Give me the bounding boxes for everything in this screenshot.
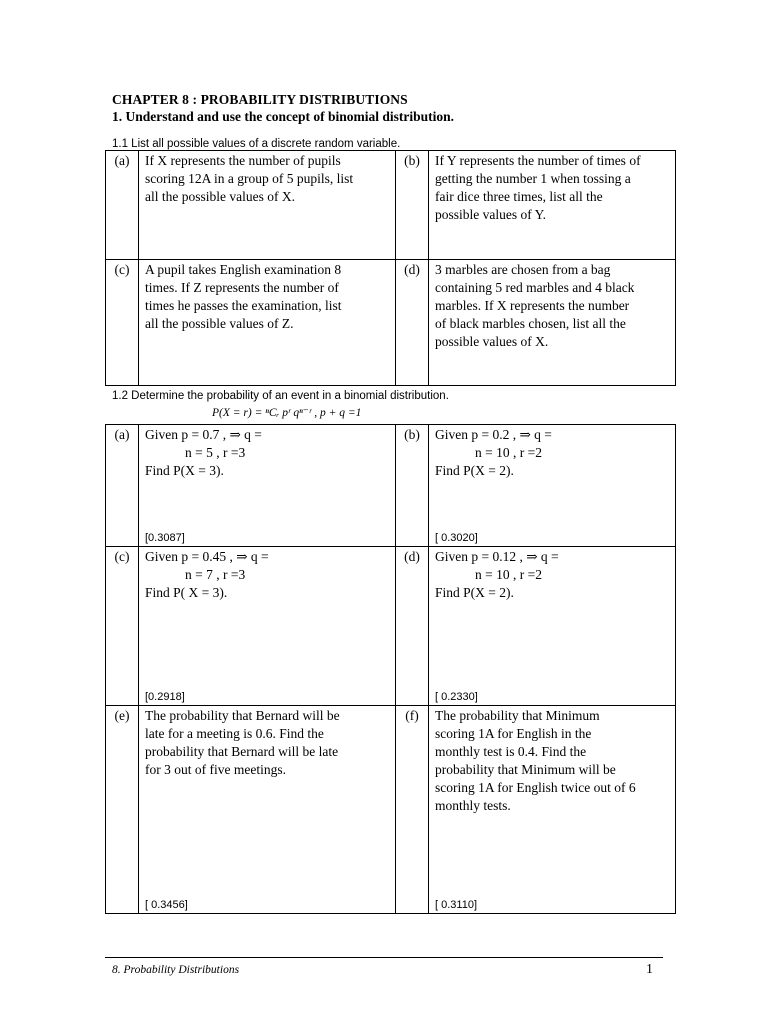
item-label: (b) — [396, 151, 429, 260]
item-label: (a) — [106, 151, 139, 260]
item-label: (e) — [106, 706, 139, 914]
answer-key: [0.2918] — [145, 691, 185, 703]
page-number: 1 — [646, 962, 653, 977]
question-cell: The probability that Bernard will be late for a meeting is 0.6. Find the probability that Bernard will be late for 3 out of five meetings. [ 0.3456] — [139, 706, 396, 914]
item-label: (d) — [396, 260, 429, 386]
question-cell: 3 marbles are chosen from a bag containing 5 red marbles and 4 black marbles. If X represents the number of black marbles chosen, list all the possible values of X. — [429, 260, 676, 386]
question-cell: If Y represents the number of times of getting the number 1 when tossing a fair dice three times, list all the possible values of Y. — [429, 151, 676, 260]
binomial-formula: P(X = r) = ⁿCᵣ pʳ qⁿ⁻ʳ , p + q =1 — [212, 407, 362, 419]
item-label: (b) — [396, 425, 429, 547]
table-row — [106, 706, 676, 914]
item-label: (d) — [396, 547, 429, 706]
question-cell: Given p = 0.45 , ⇒ q = n = 7 , r =3 Find P( X = 3). [0.2918] — [139, 547, 396, 706]
question-cell: If X represents the number of pupils scoring 12A in a group of 5 pupils, list all the possible values of X. — [139, 151, 396, 260]
item-label: (c) — [106, 547, 139, 706]
question-cell: A pupil takes English examination 8 times. If Z represents the number of times he passes the examination, list all the possible values of Z. — [139, 260, 396, 386]
item-label: (c) — [106, 260, 139, 386]
question-cell: Given p = 0.2 , ⇒ q = n = 10 , r =2 Find P(X = 2). [ 0.3020] — [429, 425, 676, 547]
section-2-table — [105, 424, 676, 914]
section-2-heading: 1.2 Determine the probability of an event in a binomial distribution. — [112, 390, 449, 402]
footer-chapter: 8. Probability Distributions — [112, 964, 240, 976]
question-cell: Given p = 0.12 , ⇒ q = n = 10 , r =2 Find P(X = 2). [ 0.2330] — [429, 547, 676, 706]
objective-heading: 1. Understand and use the concept of binomial distribution. — [112, 109, 455, 124]
question-cell: Given p = 0.7 , ⇒ q = n = 5 , r =3 Find P(X = 3). [0.3087] — [139, 425, 396, 547]
chapter-title: CHAPTER 8 : PROBABILITY DISTRIBUTIONS — [112, 92, 408, 107]
answer-key: [ 0.3020] — [435, 532, 478, 544]
answer-key: [ 0.3456] — [145, 899, 188, 911]
answer-key: [ 0.3110] — [435, 899, 477, 911]
table-row — [106, 151, 676, 260]
table-row — [106, 260, 676, 386]
item-label: (f) — [396, 706, 429, 914]
answer-key: [ 0.2330] — [435, 691, 478, 703]
footer-divider — [105, 957, 663, 958]
table-row — [106, 547, 676, 706]
section-1-heading: 1.1 List all possible values of a discrete random variable. — [112, 138, 401, 150]
question-cell: The probability that Minimum scoring 1A for English in the monthly test is 0.4. Find the probability that Minimum will be scoring 1A for English twice out of 6 monthly tests. [ 0.3110] — [429, 706, 676, 914]
section-1-table — [105, 150, 676, 386]
item-label: (a) — [106, 425, 139, 547]
table-row — [106, 425, 676, 547]
answer-key: [0.3087] — [145, 532, 185, 544]
